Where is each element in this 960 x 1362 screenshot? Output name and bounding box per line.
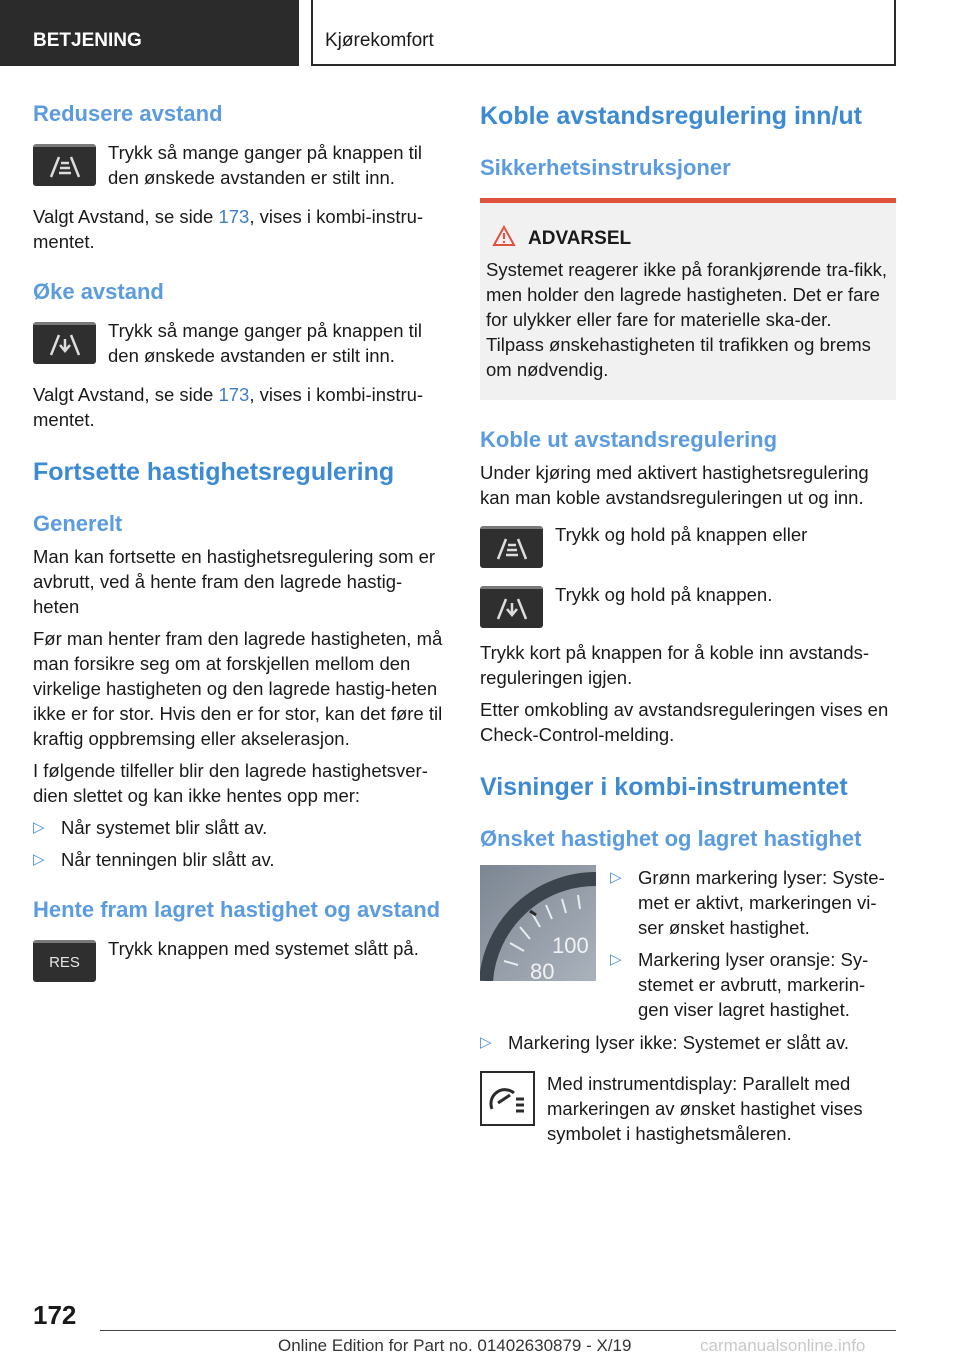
gauge-label-100: 100 <box>552 933 589 958</box>
increase-instruction: Trykk så mange ganger på knappen til den ønskede avstanden er stilt inn. <box>108 320 422 366</box>
watermark: carmanualsonline.info <box>700 1336 866 1355</box>
bullet-triangle-icon: ▷ <box>610 951 622 968</box>
toggle-heading: Koble avstandsregulering inn/ut <box>480 102 862 130</box>
right-column <box>480 100 896 1146</box>
gauge-row <box>480 865 896 1022</box>
warning-title: ADVARSEL <box>486 225 890 253</box>
section-label: BETJENING <box>0 0 299 66</box>
general-heading: Generelt <box>33 511 123 536</box>
warning-text: Systemet reagerer ikke på forankjørende tra-fikk, men holder den lagrede hastigheten. Det er fare for ulykker eller fare for materielle ska-der. Tilpass ønskehastigheten til trafikken og brems om nødvendig. <box>486 259 887 380</box>
bullet-triangle-icon: ▷ <box>610 869 622 886</box>
cruise-control-symbol-icon <box>480 1071 535 1126</box>
increase-row <box>33 318 447 368</box>
bullet-triangle-icon: ▷ <box>480 1034 492 1051</box>
list-item: ▷ Når systemet blir slått av. <box>33 817 268 838</box>
chapter-label: Kjørekomfort <box>311 0 896 66</box>
speedometer-image <box>480 865 596 981</box>
increase-heading: Øke avstand <box>33 279 164 304</box>
safety-heading: Sikkerhetsinstruksjoner <box>480 155 731 180</box>
distance-button-icon <box>33 322 96 364</box>
resume-heading: Fortsette hastighetsregulering <box>33 458 395 486</box>
footer-rule <box>100 1330 896 1331</box>
warning-triangle-icon <box>492 225 516 253</box>
gauge-bullets <box>610 865 896 1022</box>
page-link[interactable]: 173 <box>218 206 250 227</box>
page-header <box>0 0 960 66</box>
reduce-instruction: Trykk så mange ganger på knappen til den ønskede avstanden er stilt inn. <box>108 142 422 188</box>
resume-paragraph-2: Før man henter fram den lagrede hastigheten, må man forsikre seg om at forskjellen mellom den virkelige hastigheten og den lagrede hastig-heten ikke er for stor. Hvis den er for stor, kan det føre til kraftig oppbremsing eller akselerasjon. <box>33 628 443 749</box>
disconnect-heading: Koble ut avstandsregulering <box>480 427 778 452</box>
reduce-reference: Valgt Avstand, se side 173, vises i kombi-instru-mentet. <box>33 206 424 252</box>
instrument-text: Med instrumentdisplay: Parallelt med markeringen av ønsket hastighet vises symbolet i hastighetsmåleren. <box>547 1073 863 1144</box>
list-item: ▷ Markering lyser ikke: Systemet er slått av. <box>480 1032 849 1053</box>
display-heading: Visninger i kombi-instrumentet <box>480 773 848 801</box>
res-button-icon: RES <box>33 940 96 982</box>
gauge-label-80: 80 <box>530 959 555 981</box>
increase-reference: Valgt Avstand, se side 173, vises i kombi-instru-mentet. <box>33 384 424 430</box>
reduce-heading: Redusere avstand <box>33 101 223 126</box>
left-column <box>33 100 447 982</box>
resume-paragraph-1: Man kan fortsette en hastighetsregulering som er avbrutt, ved å hente fram den lagrede hastig-heten <box>33 546 436 617</box>
fetch-instruction: Trykk knappen med systemet slått på. <box>108 938 419 959</box>
warning-box <box>480 198 896 400</box>
resume-paragraph-3: I følgende tilfeller blir den lagrede hastighetsver-dien slettet og kan ikke hentes opp mer: <box>33 760 428 806</box>
edition-text: Online Edition for Part no. 01402630879 - X/19 <box>278 1336 632 1355</box>
distance-button-icon <box>480 526 543 568</box>
display-subheading: Ønsket hastighet og lagret hastighet <box>480 826 862 851</box>
page-number: 172 <box>33 1300 77 1330</box>
disconnect-paragraph-2: Etter omkobling av avstandsreguleringen vises en Check-Control-melding. <box>480 699 889 745</box>
distance-button-icon <box>480 586 543 628</box>
list-item: ▷ Grønn markering lyser: Syste-met er aktivt, markeringen vi-ser ønsket hastighet. <box>610 867 885 938</box>
bullet-triangle-icon: ▷ <box>33 851 45 868</box>
fetch-heading: Hente fram lagret hastighet og avstand <box>33 897 441 922</box>
list-item: ▷ Når tenningen blir slått av. <box>33 849 275 870</box>
list-item: ▷ Markering lyser oransje: Sy-stemet er avbrutt, markerin-gen viser lagret hastighet. <box>610 949 869 1020</box>
reduce-row <box>33 140 447 190</box>
disconnect-paragraph-1: Trykk kort på knappen for å koble inn avstands-reguleringen igjen. <box>480 642 870 688</box>
instrument-row <box>480 1071 896 1146</box>
disconnect-intro: Under kjøring med aktivert hastighetsregulering kan man koble avstandsreguleringen ut og inn. <box>480 462 869 508</box>
distance-button-icon <box>33 144 96 186</box>
page-link[interactable]: 173 <box>218 384 250 405</box>
fetch-row <box>33 936 447 982</box>
disconnect-step-1: Trykk og hold på knappen eller <box>480 522 896 568</box>
disconnect-step-2: Trykk og hold på knappen. <box>480 582 896 628</box>
bullet-triangle-icon: ▷ <box>33 819 45 836</box>
